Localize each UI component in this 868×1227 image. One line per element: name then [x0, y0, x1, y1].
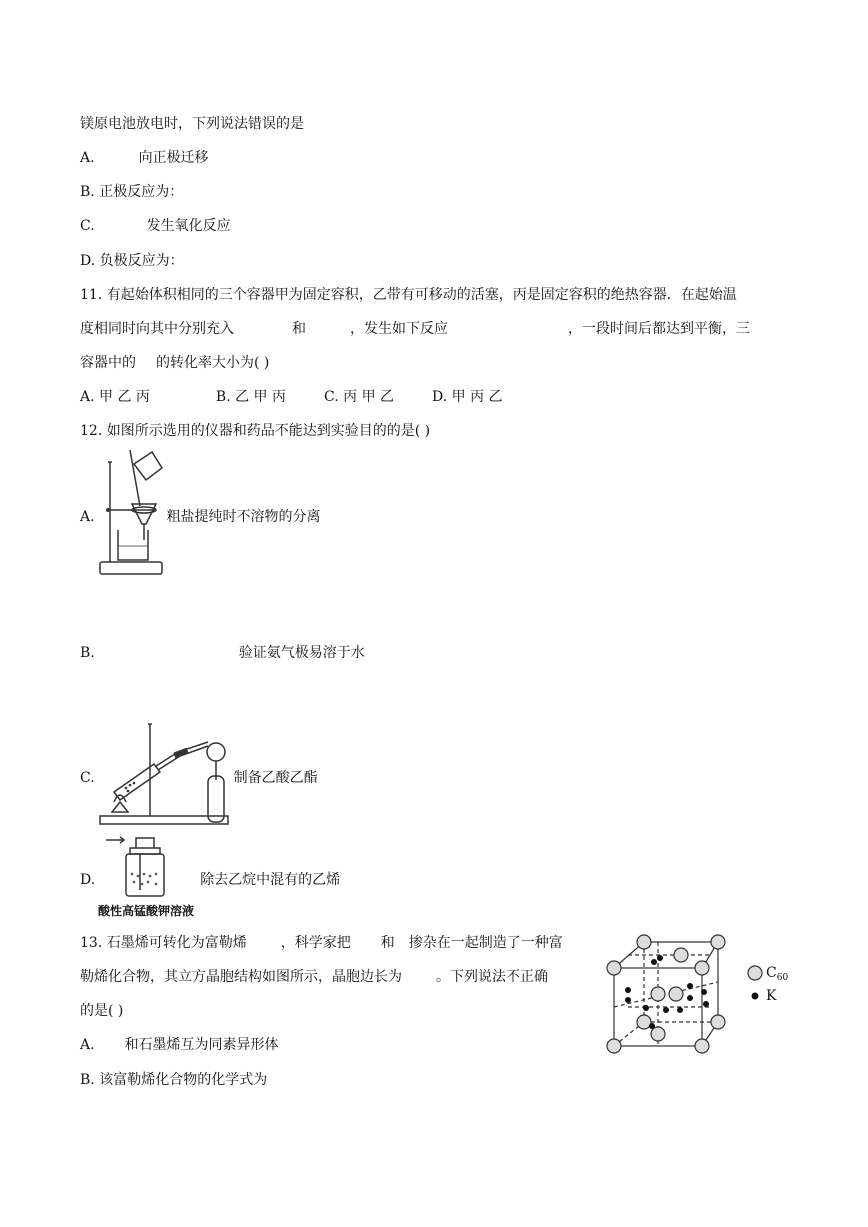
q13-text: 。下列说法不正确	[436, 969, 548, 985]
q10-option-d[interactable]: D. 负极反应为：	[80, 253, 184, 269]
q11-text: 和	[292, 321, 306, 337]
crystal-cell-figure	[598, 928, 738, 1062]
q13-option-a[interactable]	[80, 1035, 279, 1055]
q13-stem-line3: 的是( )	[80, 1003, 124, 1019]
q11-text: ，一段时间后都达到平衡，三	[568, 321, 750, 337]
q13-text: ，科学家把	[280, 935, 351, 951]
legend-k-label: K	[766, 988, 777, 1004]
option-label: C.	[80, 218, 95, 234]
legend-c60-symbol: C	[766, 965, 777, 981]
q11-text: 度相同时向其中分别充入	[80, 321, 234, 337]
option-text: 和石墨烯互为同素异形体	[124, 1037, 279, 1053]
legend-c60-subscript: 60	[776, 973, 789, 983]
q11-stem-line2	[80, 319, 750, 339]
q12-option-c[interactable]	[80, 768, 318, 788]
option-text: 向正极迁移	[138, 150, 209, 166]
q12-stem: 12. 如图所示选用的仪器和药品不能达到实验目的的是( )	[80, 423, 431, 439]
q13-text: 勒烯化合物，其立方晶胞结构如图所示，晶胞边长为	[80, 969, 402, 985]
q11-text: 容器中的	[80, 355, 136, 371]
option-text: 发生氧化反应	[146, 218, 231, 234]
q13-text: 掺杂在一起制造了一种富	[408, 935, 563, 951]
q10-option-b[interactable]: B. 正极反应为：	[80, 184, 184, 200]
q11-option-b[interactable]: B. 乙 甲 丙	[215, 389, 287, 405]
option-label: B.	[80, 645, 95, 661]
option-label: D.	[80, 872, 96, 888]
option-label: A.	[80, 150, 95, 166]
q10-stem-tail: 镁原电池放电时，下列说法错误的是	[80, 116, 304, 132]
option-label: A.	[80, 509, 95, 525]
option-label: A.	[80, 1037, 95, 1053]
q12-option-b[interactable]	[80, 643, 365, 663]
q11-option-d[interactable]: D. 甲 丙 乙	[432, 389, 503, 405]
q11-text: 的转化率大小为( )	[156, 355, 270, 371]
q11-text: ，发生如下反应	[350, 321, 448, 337]
option-label: C.	[80, 770, 95, 786]
option-text: 除去乙烷中混有的乙烯	[200, 872, 341, 888]
q12-option-a[interactable]	[80, 507, 321, 527]
legend-c60-marker	[746, 964, 764, 982]
q13-stem-line1	[80, 933, 563, 953]
q11-option-c[interactable]: C. 丙 甲 乙	[324, 389, 395, 405]
q11-stem-line3	[80, 353, 269, 373]
q11-options	[80, 387, 503, 407]
q13-text: 13. 石墨烯可转化为富勒烯	[80, 935, 247, 951]
q13-text: 和	[380, 935, 395, 951]
option-text: 制备乙酸乙酯	[233, 770, 318, 786]
q13-stem-line2	[80, 967, 548, 987]
q13-option-b[interactable]: B. 该富勒烯化合物的化学式为	[80, 1072, 268, 1088]
q10-option-c[interactable]	[80, 216, 231, 236]
q11-stem-line1: 11. 有起始体积相同的三个容器甲为固定容积，乙带有可移动的活塞，丙是固定容积的绝热容器．在起始温	[80, 287, 737, 303]
q12-option-d[interactable]	[80, 870, 340, 890]
legend-c60-label	[766, 963, 788, 988]
option-text: 粗盐提纯时不溶物的分离	[166, 509, 321, 525]
q11-option-a[interactable]: A. 甲 乙 丙	[80, 389, 150, 405]
legend-k-marker	[750, 991, 760, 1001]
option-text: 验证氨气极易溶于水	[238, 645, 365, 661]
q10-option-a[interactable]	[80, 148, 209, 168]
figure-caption: 酸性高锰酸钾溶液	[98, 904, 195, 918]
